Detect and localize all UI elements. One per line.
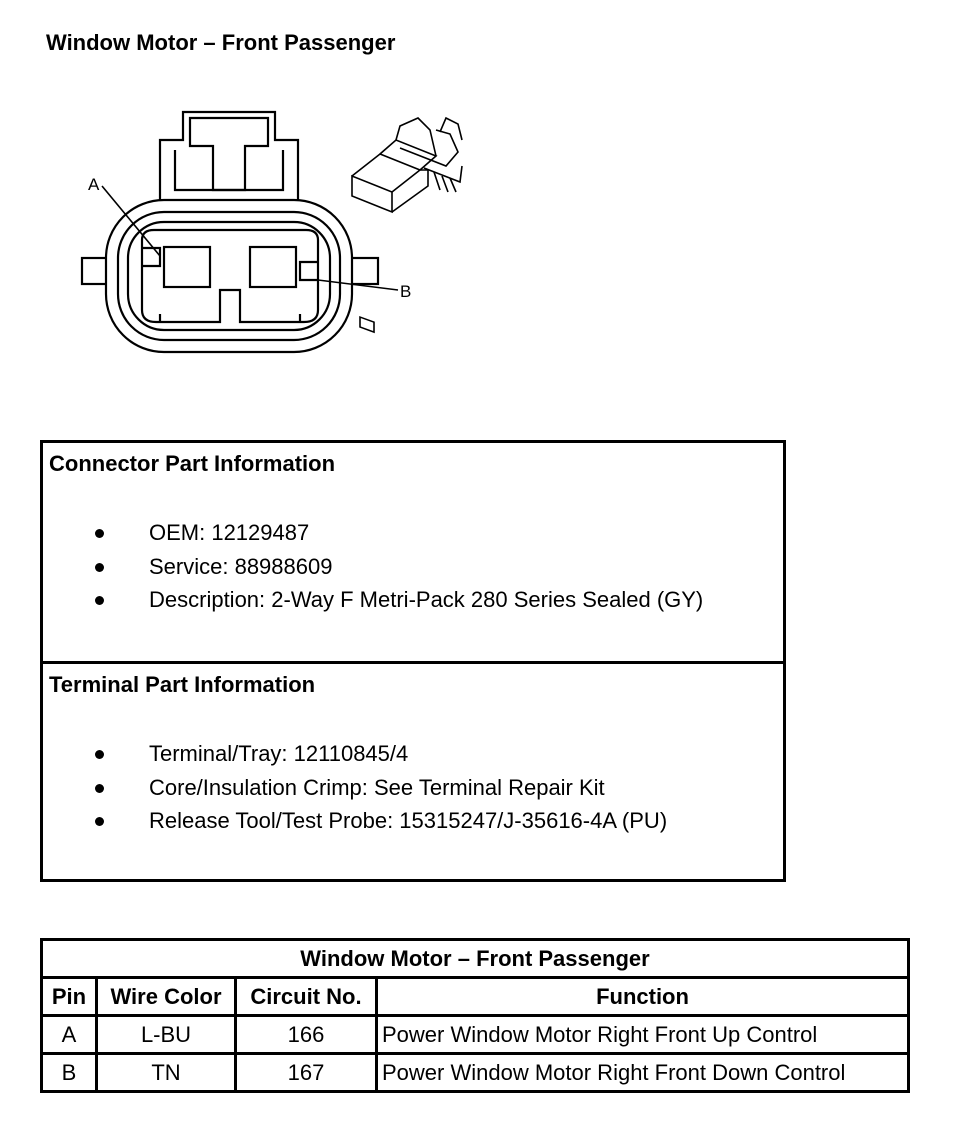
function-cell: Power Window Motor Right Front Up Control [377,1016,909,1054]
pin-cell: B [42,1054,97,1092]
table-row [42,1054,909,1092]
bullet-icon [95,750,104,759]
bullet-icon [95,817,104,826]
terminal-info-section: Terminal Part Information Terminal/Tray: 12110845/4 Core/Insulation Crimp: See Terminal Repair Kit Release Tool/Test Probe: 15315247/J-35616-4A (PU) [49,672,668,833]
right-tab [350,258,378,284]
connector-info-section: Connector Part Information OEM: 12129487 Service: 88988609 Description: 2-Way F Metri-Pack 280 Series Sealed (GY) [43,443,783,664]
callout-b-label: B [400,282,412,301]
function-cell: Power Window Motor Right Front Down Control [377,1054,909,1092]
wire-color-cell: TN [97,1054,236,1092]
bullet-icon [95,596,104,605]
column-header-pin: Pin [42,978,97,1016]
callout-a-label: A [88,175,100,194]
circuit-cell: 166 [236,1016,377,1054]
column-header-function: Function [377,978,909,1016]
page-title: Window Motor – Front Passenger [46,30,396,55]
pin-cell: A [42,1016,97,1054]
circuit-cell: 167 [236,1054,377,1092]
bullet-icon [95,563,104,572]
terminal-info-heading: Terminal Part Information [49,672,316,697]
table-title-row [42,940,909,978]
column-header-circuit: Circuit No. [236,978,377,1016]
table-header-row [42,978,909,1016]
bullet-icon [95,784,104,793]
bullet-icon [95,529,104,538]
part-info-box [40,440,786,882]
column-header-wire-color: Wire Color [97,978,236,1016]
connector-info-heading: Connector Part Information [49,451,336,476]
wire-color-cell: L-BU [97,1016,236,1054]
pin-table-title: Window Motor – Front Passenger [42,940,909,978]
pin-table [40,938,910,1093]
connector-diagram [0,90,520,380]
table-row [42,1016,909,1054]
